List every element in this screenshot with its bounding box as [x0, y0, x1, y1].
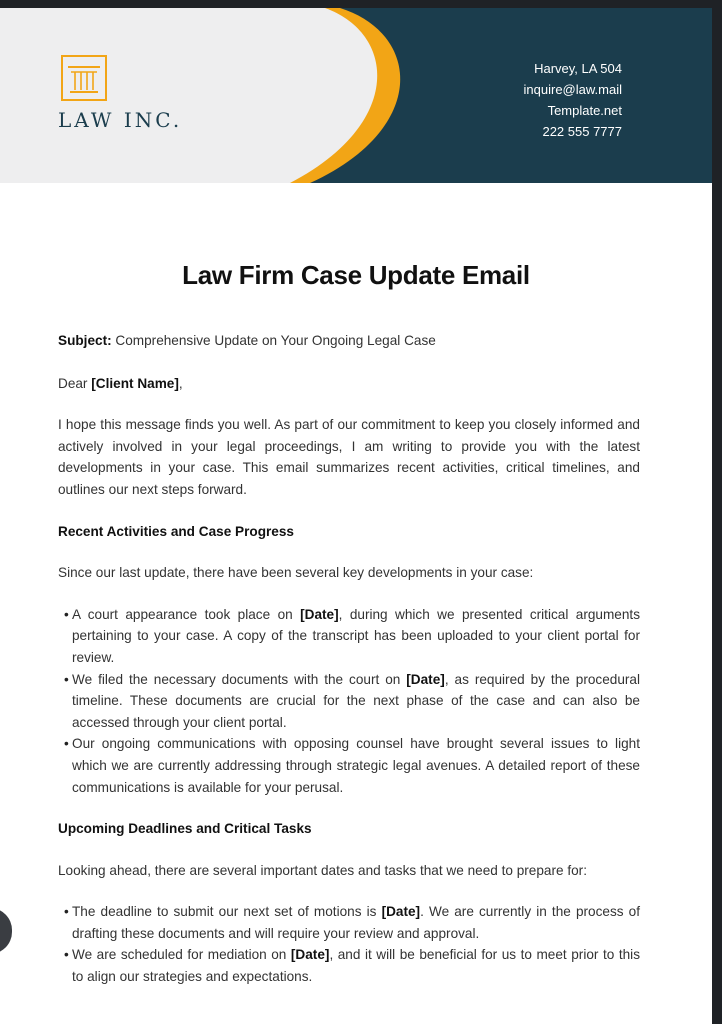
email-body: [58, 330, 640, 988]
section-lead: Since our last update, there have been several key developments in your case:: [58, 565, 534, 581]
pillar-columns-icon: [58, 52, 110, 104]
contact-address: Harvey, LA 504: [534, 61, 622, 76]
section-lead: Looking ahead, there are several important dates and tasks that we need to prepare for:: [58, 862, 587, 878]
bullet-text: The deadline to submit our next set of motions is: [72, 904, 382, 920]
list-item: [58, 604, 640, 669]
list-item: [58, 901, 640, 944]
company-name: LAW INC.: [58, 108, 183, 132]
header-light-panel: [0, 8, 377, 183]
bullet-text: We are scheduled for mediation on: [72, 947, 291, 963]
contact-email[interactable]: inquire@law.mail: [523, 82, 622, 97]
section-heading: Recent Activities and Case Progress: [58, 523, 294, 539]
list-item: [58, 944, 640, 987]
intro-paragraph: I hope this message finds you well. As part of our commitment to keep you closely informed and actively involved in your legal proceedings, I am writing to provide you with the latest developments in your case. This email summarizes recent activities, critical timelines, and outlines our next steps forward.: [58, 417, 640, 497]
bullet-text: Our ongoing communications with opposing counsel have brought several issues to light which we are currently addressing through strategic legal avenues. A detailed report of these communications is available for your perusal.: [72, 736, 640, 795]
document-title: Law Firm Case Update Email: [182, 260, 530, 290]
list-item: [58, 733, 640, 798]
section-heading: Upcoming Deadlines and Critical Tasks: [58, 821, 312, 837]
list-item: [58, 669, 640, 734]
subject-text: Comprehensive Update on Your Ongoing Legal Case: [111, 333, 436, 348]
bullet-text: , as required by the procedural timeline. These documents are crucial for the next phase of the case and can also be accessed through your client portal.: [72, 671, 640, 730]
greeting-suffix: ,: [178, 375, 183, 391]
bullet-list: [58, 901, 640, 987]
contact-website[interactable]: Template.net: [547, 103, 622, 118]
letterhead: [0, 8, 712, 183]
date-placeholder: [Date]: [381, 904, 421, 920]
contact-block: [524, 58, 622, 142]
subject-label: Subject:: [58, 333, 112, 348]
subject-line: [58, 330, 640, 352]
contact-phone: 222 555 7777: [542, 124, 622, 139]
bullet-text: , and it will be beneficial for us to meet prior to this to align our strategies and expectations.: [72, 947, 640, 985]
bullet-text: . We are currently in the process of drafting these documents and will require your review and approval.: [72, 904, 640, 941]
greeting: [58, 373, 640, 395]
date-placeholder: [Date]: [290, 947, 330, 963]
bullet-list: [58, 604, 640, 798]
greeting-prefix: Dear: [58, 375, 92, 391]
bullet-text: A court appearance took place on: [72, 606, 301, 622]
date-placeholder: [Date]: [406, 671, 445, 687]
bullet-text: We filed the necessary documents with the court on: [72, 671, 407, 687]
bullet-text: , during which we presented critical arguments pertaining to your case. A copy of the transcript has been uploaded to your client portal for review.: [72, 606, 640, 665]
date-placeholder: [Date]: [300, 606, 339, 622]
client-name-placeholder: [Client Name]: [91, 375, 179, 391]
document-page: [0, 8, 712, 1024]
